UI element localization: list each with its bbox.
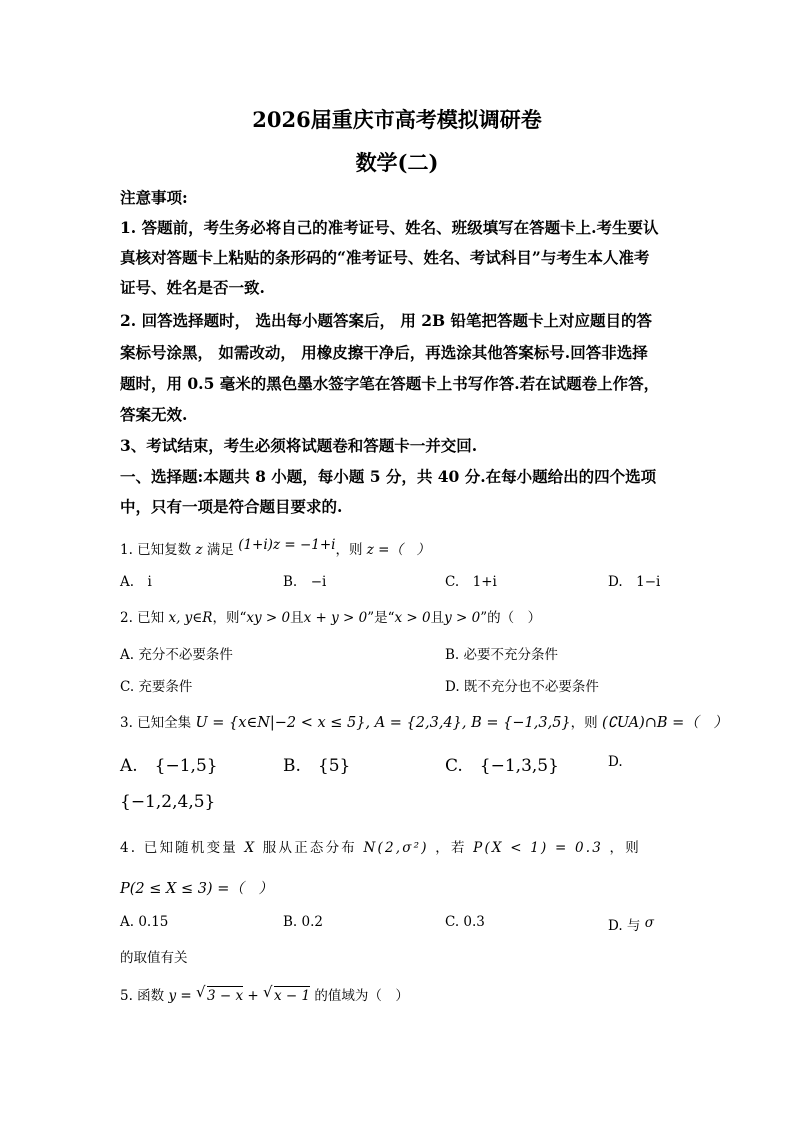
notice-line: 3、考试结束，考生必须将试题卷和答题卡一并交回. [120,436,478,455]
notice-line: 2. 回答选择题时， 选出每小题答案后， 用 2B 铅笔把答题卡上对应题目的答 [120,311,653,330]
question-1-option-b: B. −i [283,574,327,590]
question-2-option-d: D. 既不充分也不必要条件 [445,679,599,695]
question-4-option-b: B. 0.2 [283,914,323,930]
notice-line: 题时，用 0.5 毫米的黑色墨水签字笔在答题卡上书写作答.若在试题卷上作答， [120,374,660,393]
question-5-stem: 5. 函数 y = √ 3 − x + √ x − 1 的值域为（ ） [120,983,409,1004]
question-3-formula: U = {x∈N|−2 < x ≤ 5}, A = {2,3,4}, B = {−1,3,5} [195,715,571,731]
question-3-option-b: B. {5} [283,756,351,776]
notice-heading: 注意事项: [120,188,188,207]
notice-line: 证号、姓名是否一致. [120,278,265,297]
sqrt-term-2: √ x − 1 [263,983,311,1004]
question-2-option-b: B. 必要不充分条件 [445,647,559,663]
question-1-stem: 1. 已知复数 z 满足 (1+i)z = −1+i，则 z =（ ） [120,537,430,558]
question-3-option-c: C. {−1,3,5} [445,756,559,776]
notice-line: 答案无效. [120,405,188,424]
section-heading: 一、选择题:本题共 8 小题，每小题 5 分，共 40 分.在每小题给出的四个选项 [120,467,657,486]
sqrt-term-1: √ 3 − x [196,983,244,1004]
question-2-stem: 2. 已知 x, y∈R，则“xy > 0且x + y > 0”是“x > 0且y > 0”的（ ） [120,610,542,626]
question-2-option-c: C. 充要条件 [120,679,193,695]
question-3-option-d: D. [608,754,623,770]
exam-title: 2026届重庆市高考模拟调研卷 [252,107,542,132]
question-4-option-c: C. 0.3 [445,914,485,930]
notice-line: 案标号涂黑， 如需改动， 用橡皮擦干净后，再选涂其他答案标号.回答非选择 [120,343,648,362]
question-4-option-d-cont: 的取值有关 [120,950,188,966]
question-3-option-d-value: {−1,2,4,5} [120,792,216,812]
question-1-option-a: A. i [120,574,152,590]
notice-line: 真核对答题卡上粘贴的条形码的“准考证号、姓名、考试科目”与考生本人准考 [120,248,650,267]
section-heading: 中，只有一项是符合题目要求的. [120,497,343,516]
question-4-option-d: D. 与 σ [608,915,654,934]
question-1-formula: (1+i)z = −1+i [238,537,336,553]
question-2-option-a: A. 充分不必要条件 [120,647,233,663]
question-1-option-c: C. 1+i [445,574,497,590]
notice-line: 1. 答题前，考生务必将自己的准考证号、姓名、班级填写在答题卡上.考生要认 [120,218,659,237]
question-3-option-a: A. {−1,5} [120,756,218,776]
question-4-option-a: A. 0.15 [120,914,169,930]
question-3-stem: 3. 已知全集 U = {x∈N|−2 < x ≤ 5}, A = {2,3,4}, B = {−1,3,5}，则 (∁UA)∩B =（ ） [120,715,728,731]
question-1-option-d: D. 1−i [608,574,661,590]
question-3-expression: (∁UA)∩B =（ ） [601,715,728,731]
question-4-stem: 4. 已知随机变量 X 服从正态分布 N(2,σ²) ，若 P(X < 1) = 0.3 ，则 [120,840,641,856]
exam-subtitle: 数学(二) [355,150,439,175]
question-4-ask: P(2 ≤ X ≤ 3) =（ ） [120,881,273,897]
